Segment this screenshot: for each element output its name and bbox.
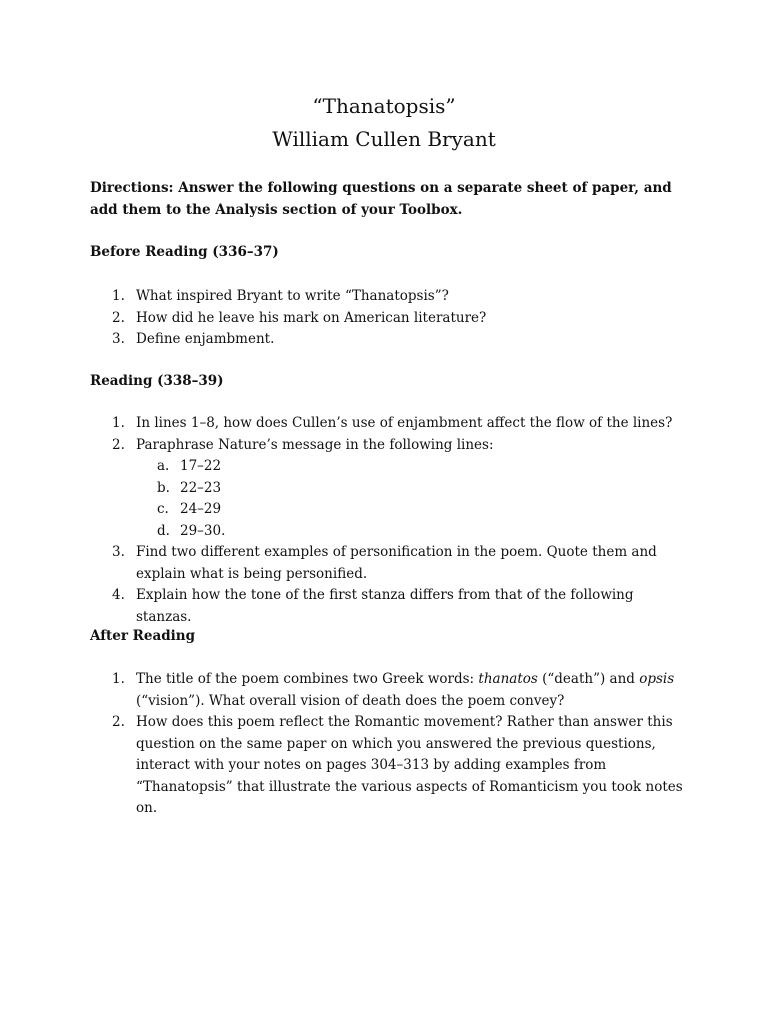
item-text-part: (“vision”). What overall vision of death does the poem convey? — [136, 692, 565, 709]
poem-title: “Thanatopsis” — [312, 94, 456, 118]
item-number: 2. — [112, 436, 125, 453]
list-item — [90, 413, 690, 435]
sub-item-letter: b. — [157, 479, 170, 496]
sub-list-item — [90, 478, 690, 500]
directions: Directions: Answer the following questions on a separate sheet of paper, and add them to the Analysis section of your Toolbox. — [90, 180, 672, 218]
sub-item-letter: c. — [157, 501, 169, 517]
sub-list-item — [90, 521, 690, 543]
item-text: Find two different examples of personification in the poem. Quote them and explain what is being personified. — [136, 544, 657, 582]
item-number: 1. — [112, 671, 125, 687]
item-number: 1. — [112, 415, 125, 431]
item-text: What inspired Bryant to write “Thanatopsis”? — [136, 288, 449, 304]
item-number: 2. — [112, 714, 125, 730]
item-text: In lines 1–8, how does Cullen’s use of enjambment affect the flow of the lines? — [136, 415, 673, 431]
sub-item-text: 17–22 — [180, 458, 222, 474]
sub-item-letter: d. — [157, 522, 170, 539]
item-number: 3. — [112, 544, 125, 560]
list-item — [90, 669, 690, 712]
item-text-part: The title of the poem combines two Greek words: — [136, 671, 479, 687]
sub-item-text: 29–30. — [180, 522, 226, 539]
item-number: 4. — [112, 587, 125, 603]
before-reading-heading: Before Reading (336–37) — [90, 244, 279, 260]
list-item — [90, 542, 690, 585]
before-reading-list — [90, 286, 690, 351]
list-item — [90, 712, 690, 820]
list-item — [90, 286, 690, 308]
reading-heading: Reading (338–39) — [90, 373, 224, 389]
after-reading-list — [90, 669, 690, 820]
list-item — [90, 308, 690, 330]
list-item — [90, 585, 690, 628]
sub-list-item — [90, 456, 690, 478]
item-text: Define enjambment. — [136, 331, 275, 347]
item-text: Explain how the tone of the first stanza differs from that of the following stanzas. — [136, 587, 634, 625]
item-number: 3. — [112, 331, 125, 347]
item-text: How does this poem reflect the Romantic movement? Rather than answer this question on the same paper on which you answered the previous questions, interact with your notes on pages 304–313 by adding examples from “Thanatopsis” that illustrate the various aspects of Romanticism you took notes on. — [136, 714, 683, 816]
item-text-part: (“death”) and — [537, 671, 640, 687]
list-item — [90, 435, 690, 457]
greek-word-thanatos: thanatos — [478, 671, 538, 687]
item-text: Paraphrase Nature’s message in the following lines: — [136, 436, 494, 453]
poem-author: William Cullen Bryant — [272, 127, 496, 151]
sub-list-item — [90, 499, 690, 521]
item-text: How did he leave his mark on American literature? — [136, 309, 487, 326]
item-number: 1. — [112, 288, 125, 304]
sub-item-text: 22–23 — [180, 479, 222, 496]
reading-list — [90, 413, 690, 628]
after-reading-heading: After Reading — [90, 628, 196, 644]
item-number: 2. — [112, 309, 125, 326]
list-item — [90, 329, 690, 351]
sub-item-text: 24–29 — [180, 501, 222, 517]
sub-item-letter: a. — [157, 458, 170, 474]
greek-word-opsis: opsis — [639, 671, 675, 687]
